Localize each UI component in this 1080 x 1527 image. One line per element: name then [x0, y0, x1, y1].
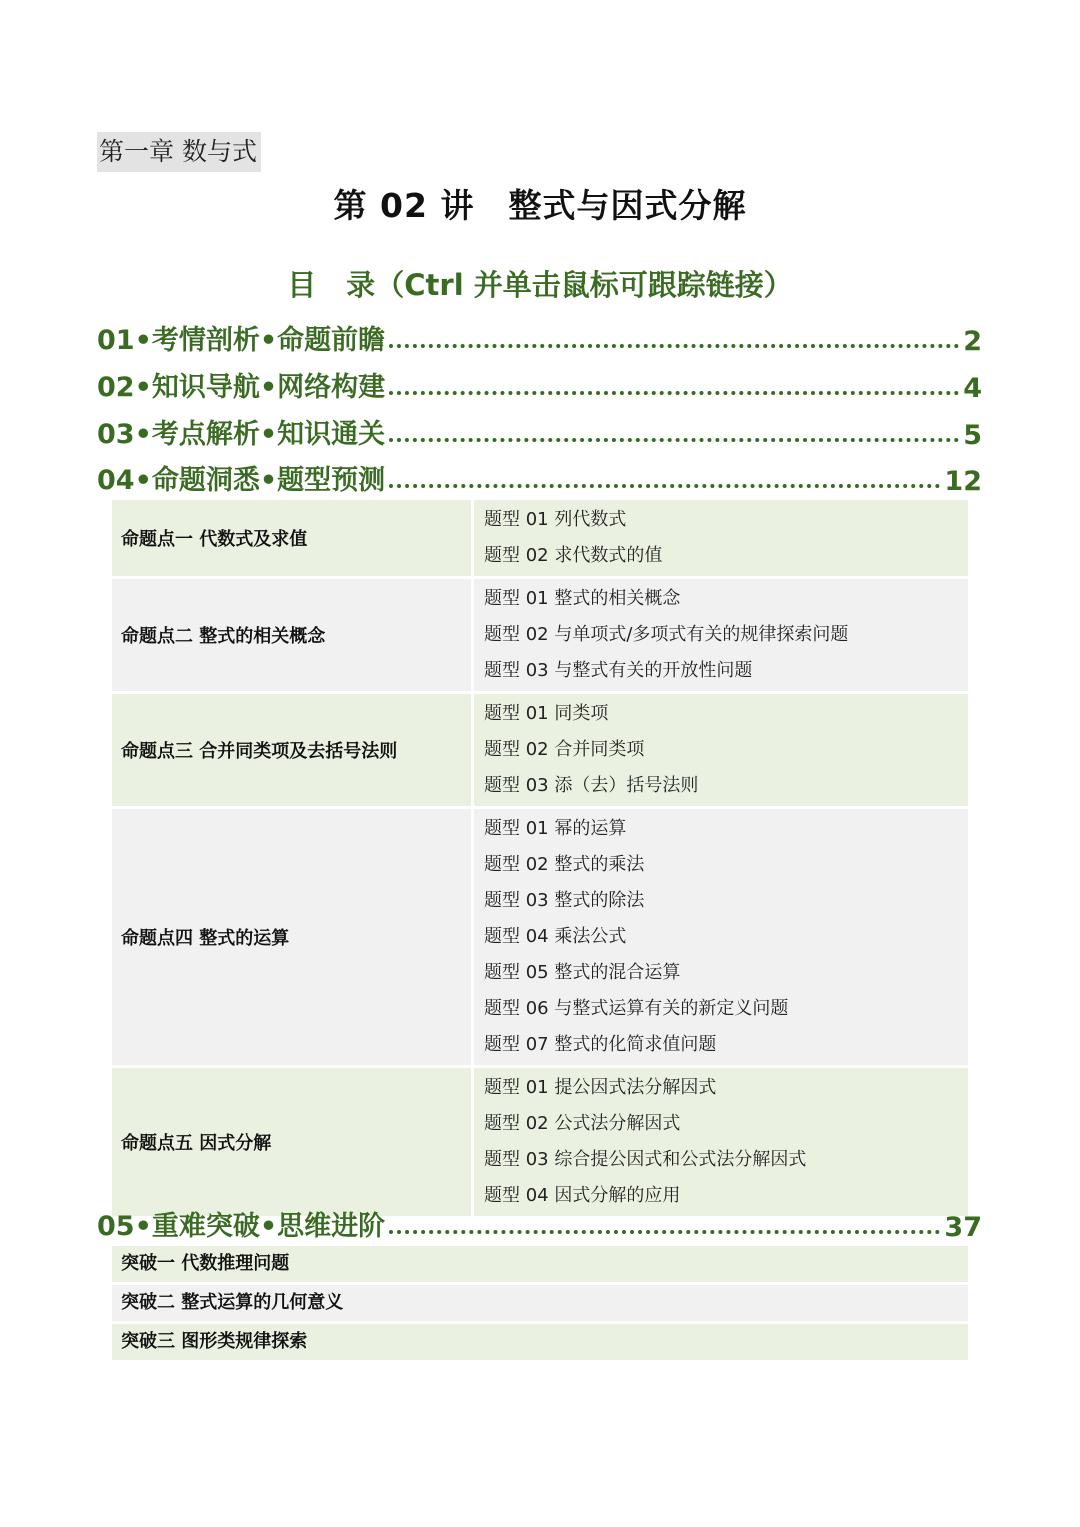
toc-section-label: 05•重难突破•思维进阶: [97, 1211, 386, 1242]
question-type-link[interactable]: 题型 02 求代数式的值: [484, 545, 663, 566]
topic-items: [474, 1068, 968, 1216]
topic-row: [112, 500, 968, 579]
toc-page-number: 37: [944, 1212, 982, 1243]
toc-section-link[interactable]: [97, 1199, 982, 1243]
topic-items: [474, 579, 968, 691]
lecture-number: 第 02 讲: [333, 186, 475, 225]
question-type-link[interactable]: 题型 01 幂的运算: [484, 818, 627, 839]
topic-row: [112, 579, 968, 694]
question-type-link[interactable]: 题型 02 整式的乘法: [484, 854, 645, 875]
topic-row: [112, 694, 968, 809]
question-type-link[interactable]: 题型 02 公式法分解因式: [484, 1113, 681, 1134]
toc-heading-note: （Ctrl 并单击鼠标可跟踪链接）: [375, 268, 793, 302]
breakthrough-item[interactable]: 突破二 整式运算的几何意义: [112, 1285, 968, 1324]
question-type-link[interactable]: 题型 02 与单项式/多项式有关的规律探索问题: [484, 624, 849, 645]
toc-section-link[interactable]: [97, 360, 982, 404]
question-type-link[interactable]: 题型 01 列代数式: [484, 509, 627, 530]
toc-section-link[interactable]: [97, 313, 982, 357]
toc-section-label: 02•知识导航•网络构建: [97, 372, 386, 403]
question-type-link[interactable]: 题型 03 添（去）括号法则: [484, 775, 699, 796]
question-type-link[interactable]: 题型 07 整式的化简求值问题: [484, 1034, 717, 1055]
question-type-link[interactable]: 题型 03 整式的除法: [484, 890, 645, 911]
toc-section-link[interactable]: [97, 407, 982, 451]
lecture-name: 整式与因式分解: [508, 186, 747, 225]
toc-page-number: 12: [944, 466, 982, 497]
toc-heading-lu: 录: [346, 268, 376, 302]
breakthrough-item[interactable]: 突破三 图形类规律探索: [112, 1324, 968, 1363]
breakthrough-item[interactable]: 突破一 代数推理问题: [112, 1246, 968, 1285]
toc-section-label: 03•考点解析•知识通关: [97, 419, 386, 450]
topic-items: [474, 809, 968, 1065]
topic-title[interactable]: 命题点五 因式分解: [112, 1068, 474, 1216]
topics-table: [112, 500, 968, 1219]
question-type-link[interactable]: 题型 02 合并同类项: [484, 739, 645, 760]
question-type-link[interactable]: 题型 01 同类项: [484, 703, 609, 724]
toc-page-number: 5: [963, 420, 982, 451]
topic-title[interactable]: 命题点二 整式的相关概念: [112, 579, 474, 691]
toc-heading-mu: 目: [287, 268, 317, 302]
breakthrough-list: [112, 1246, 968, 1363]
question-type-link[interactable]: 题型 04 乘法公式: [484, 926, 627, 947]
question-type-link[interactable]: 题型 05 整式的混合运算: [484, 962, 681, 983]
toc-page-number: 4: [963, 373, 982, 404]
toc-leader-dots: [389, 484, 940, 488]
toc-leader-dots: [389, 391, 959, 395]
toc-page-number: 2: [963, 326, 982, 357]
toc-section-label: 01•考情剖析•命题前瞻: [97, 325, 386, 356]
toc-leader-dots: [389, 344, 959, 348]
toc-leader-dots: [389, 1230, 940, 1234]
toc-section-label: 04•命题洞悉•题型预测: [97, 465, 386, 496]
topic-title[interactable]: 命题点四 整式的运算: [112, 809, 474, 1065]
toc-section-link[interactable]: [97, 453, 982, 497]
toc-heading: [0, 263, 1080, 304]
topic-title[interactable]: 命题点三 合并同类项及去括号法则: [112, 694, 474, 806]
question-type-link[interactable]: 题型 04 因式分解的应用: [484, 1185, 681, 1206]
lecture-title: [0, 180, 1080, 227]
topic-row: [112, 1068, 968, 1219]
question-type-link[interactable]: 题型 03 综合提公因式和公式法分解因式: [484, 1149, 807, 1170]
toc-leader-dots: [389, 438, 959, 442]
question-type-link[interactable]: 题型 03 与整式有关的开放性问题: [484, 660, 753, 681]
question-type-link[interactable]: 题型 01 提公因式法分解因式: [484, 1077, 717, 1098]
topic-items: [474, 694, 968, 806]
topic-row: [112, 809, 968, 1068]
question-type-link[interactable]: 题型 06 与整式运算有关的新定义问题: [484, 998, 789, 1019]
question-type-link[interactable]: 题型 01 整式的相关概念: [484, 588, 681, 609]
topic-items: [474, 500, 968, 576]
topic-title[interactable]: 命题点一 代数式及求值: [112, 500, 474, 576]
chapter-tag: 第一章 数与式: [97, 132, 261, 172]
